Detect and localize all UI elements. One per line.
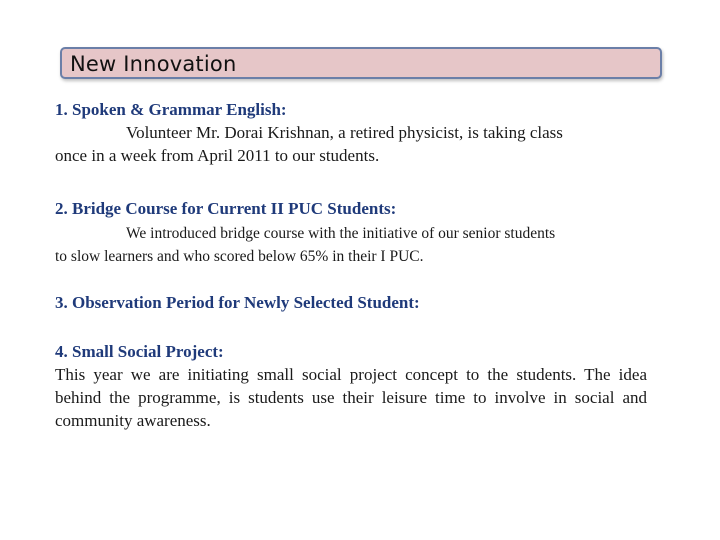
section-heading: 2. Bridge Course for Current II PUC Students: xyxy=(55,199,397,218)
section-social-project xyxy=(55,341,647,432)
section-spoken-english xyxy=(55,99,647,167)
section-paragraph: This year we are initiating small social project concept to the students. The idea behind the programme, is students use their leisure time to involve in social and community awareness. xyxy=(55,365,647,430)
section-line: Volunteer Mr. Dorai Krishnan, a retired physicist, is taking class xyxy=(126,123,563,142)
section-heading: 3. Observation Period for Newly Selected Student: xyxy=(55,293,420,312)
section-line: to slow learners and who scored below 65% in their I PUC. xyxy=(55,248,424,265)
section-bridge-course xyxy=(55,198,647,268)
section-heading: 4. Small Social Project: xyxy=(55,342,224,361)
section-line: We introduced bridge course with the initiative of our senior students xyxy=(126,225,556,242)
page-title: New Innovation xyxy=(70,52,237,76)
section-heading: 1. Spoken & Grammar English: xyxy=(55,100,287,119)
section-line: once in a week from April 2011 to our students. xyxy=(55,146,380,165)
title-banner xyxy=(60,47,662,79)
section-observation-period xyxy=(55,292,647,314)
